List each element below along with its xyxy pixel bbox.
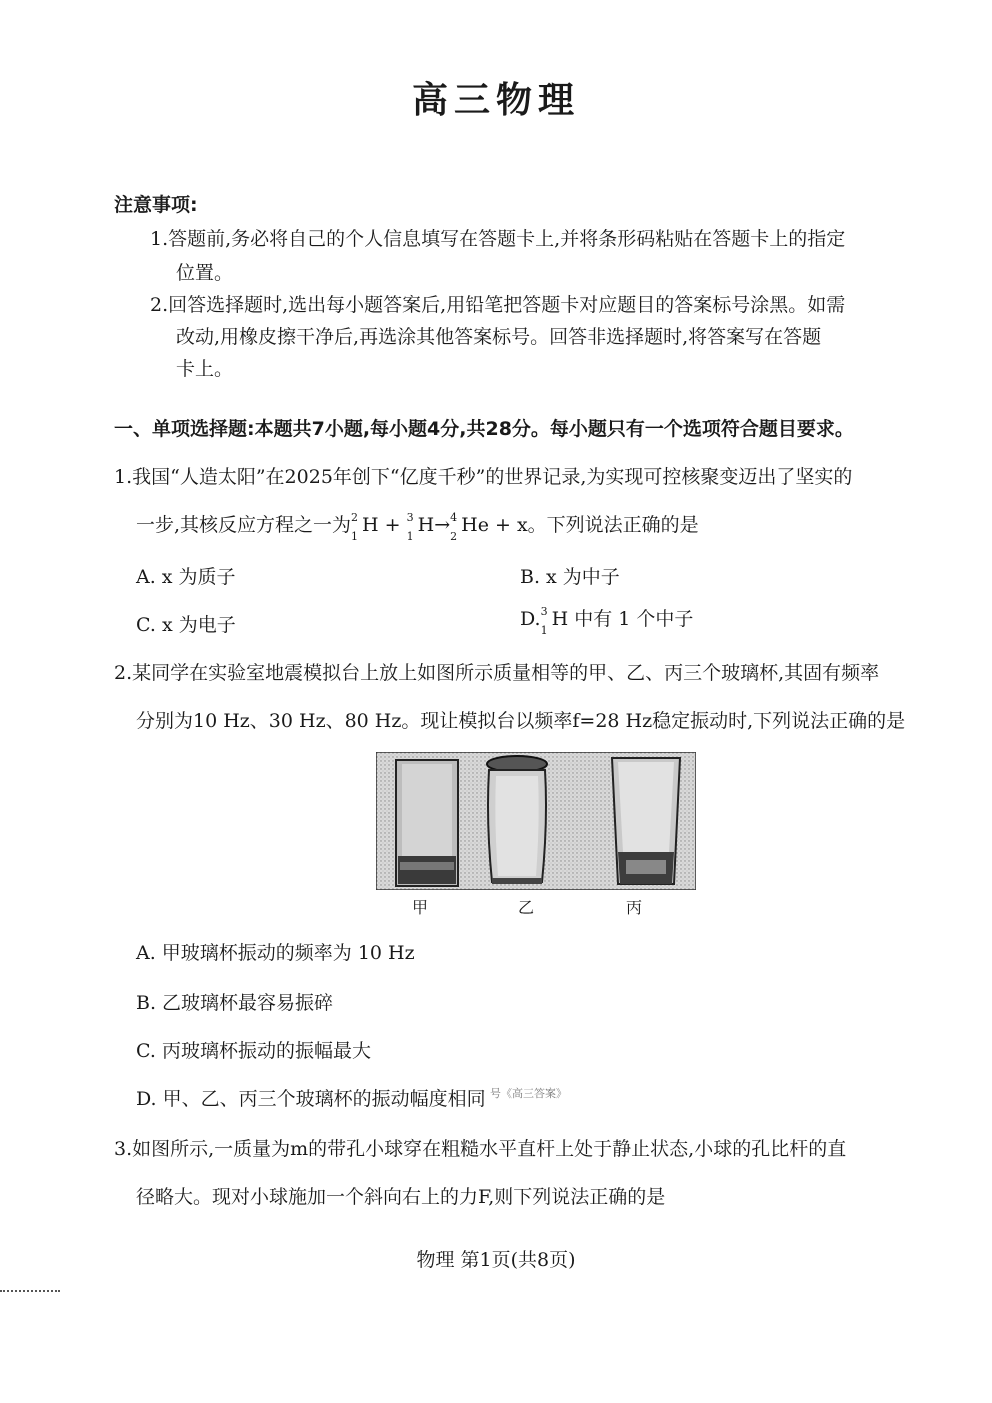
nuclide-deuterium-indices: 2 1 [351, 511, 359, 543]
plus-sign: + [378, 514, 407, 536]
tritium-symbol: H [417, 514, 435, 536]
notice-item-2-line-1: 2.回答选择题时,选出每小题答案后,用铅笔把答题卡对应题目的答案标号涂黑。如需 [150, 294, 846, 316]
notice-item-2-line-2: 改动,用橡皮擦干净后,再选涂其他答案标号。回答非选择题时,将答案写在答题 [176, 326, 822, 348]
question-3-line-2: 径略大。现对小球施加一个斜向右上的力F,则下列说法正确的是 [136, 1186, 666, 1208]
q1-option-d: D. 3 1 H 中有 1 个中子 [520, 605, 694, 637]
q1-option-a: A. x 为质子 [136, 566, 236, 588]
notice-item-1-line-2: 位置。 [176, 262, 234, 284]
glass-cups-image [376, 752, 696, 890]
notice-item-2-line-3: 卡上。 [176, 358, 234, 380]
question-3-line-1: 3.如图所示,一质量为m的带孔小球穿在粗糙水平直杆上处于静止状态,小球的孔比杆的直 [114, 1138, 847, 1160]
q2-option-d: D. 甲、乙、丙三个玻璃杯的振动幅度相同 [136, 1088, 486, 1110]
helium-symbol: He [461, 514, 489, 536]
question-1-line-2 [136, 510, 699, 543]
cup-bing [612, 758, 680, 884]
figure-label-jia: 甲 [412, 898, 429, 917]
question-1-prefix: 一步,其核反应方程之一为 [136, 514, 352, 536]
q2-option-b: B. 乙玻璃杯最容易振碎 [136, 992, 334, 1014]
q2-option-a: A. 甲玻璃杯振动的频率为 10 Hz [136, 942, 415, 964]
cup-yi [487, 756, 547, 884]
scan-edge-dots [0, 1290, 60, 1292]
watermark-stamp: 号《高三答案》 [490, 1087, 567, 1100]
glass-cups-figure [376, 752, 696, 890]
nuclide-helium-indices: 4 2 [450, 511, 458, 543]
question-1-line-1: 1.我国“人造太阳”在2025年创下“亿度千秒”的世界记录,为实现可控核聚变迈出了坚实的 [114, 466, 853, 488]
nuclide-tritium-indices: 3 1 [406, 511, 414, 543]
figure-label-yi: 乙 [518, 898, 535, 917]
q2-option-c: C. 丙玻璃杯振动的振幅最大 [136, 1040, 371, 1062]
deuterium-symbol: H [362, 514, 379, 536]
q1-option-c: C. x 为电子 [136, 614, 236, 636]
question-2-line-1: 2.某同学在实验室地震模拟台上放上如图所示质量相等的甲、乙、丙三个玻璃杯,其固有频率 [114, 662, 880, 684]
nuclide-tritium-indices: 3 1 [540, 605, 548, 637]
section-heading: 一、单项选择题:本题共7小题,每小题4分,共28分。每小题只有一个选项符合题目要求。 [114, 418, 854, 440]
notice-heading: 注意事项: [114, 194, 198, 216]
notice-item-1-line-1: 1.答题前,务必将自己的个人信息填写在答题卡上,并将条形码粘贴在答题卡上的指定 [150, 228, 846, 250]
nuclear-equation [351, 511, 528, 543]
cup-jia [396, 760, 458, 886]
question-1-suffix: 。下列说法正确的是 [527, 514, 699, 536]
reaction-arrow: → [434, 514, 451, 536]
q1-option-b: B. x 为中子 [520, 566, 620, 588]
question-2-line-2: 分别为10 Hz、30 Hz、80 Hz。现让模拟台以频率f=28 Hz稳定振动时,下列说法正确的是 [136, 710, 906, 732]
page-footer: 物理 第1页(共8页) [416, 1249, 576, 1271]
figure-label-bing: 丙 [626, 898, 643, 917]
product-x: + x [488, 514, 528, 536]
page-title: 高三物理 [411, 79, 580, 121]
